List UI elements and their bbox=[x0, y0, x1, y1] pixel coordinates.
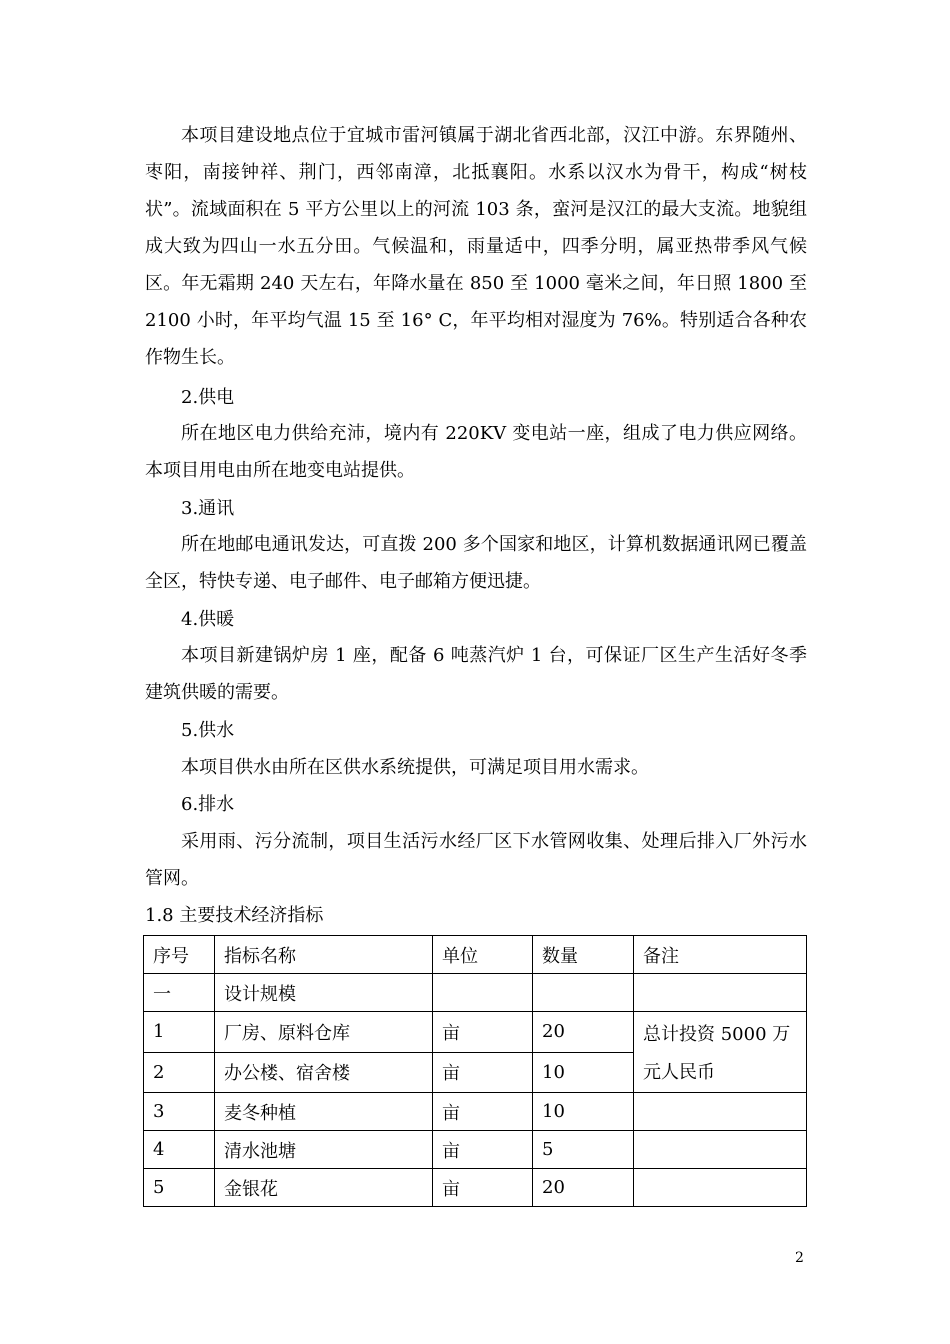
table-cell: 设计规模 bbox=[215, 974, 433, 1012]
table-cell: 清水池塘 bbox=[215, 1131, 433, 1169]
table-cell: 20 bbox=[533, 1169, 634, 1207]
table-cell: 厂房、原料仓库 bbox=[215, 1012, 433, 1053]
table-cell: 亩 bbox=[433, 1169, 533, 1207]
indicators-table bbox=[143, 935, 807, 1207]
table-cell: 5 bbox=[144, 1169, 215, 1207]
header-cell: 序号 bbox=[144, 936, 215, 974]
telecom-paragraph: 所在地邮电通讯发达，可直拨 200 多个国家和地区，计算机数据通讯网已覆盖全区，特快专递、电子邮件、电子邮箱方便迅捷。 bbox=[145, 534, 807, 592]
table-cell: 2 bbox=[144, 1052, 215, 1093]
table-cell: 5 bbox=[533, 1131, 634, 1169]
table-row bbox=[144, 1093, 807, 1131]
power-heading: 2.供电 bbox=[181, 387, 235, 408]
header-cell: 备注 bbox=[634, 936, 807, 974]
table-cell: 一 bbox=[144, 974, 215, 1012]
drain-paragraph: 采用雨、污分流制，项目生活污水经厂区下水管网收集、处理后排入厂外污水管网。 bbox=[145, 831, 807, 889]
header-cell: 数量 bbox=[533, 936, 634, 974]
heating-paragraph: 本项目新建锅炉房 1 座，配备 6 吨蒸汽炉 1 台，可保证厂区生产生活好冬季建筑供暖的需要。 bbox=[145, 645, 807, 703]
table-row bbox=[144, 1012, 807, 1053]
table-row bbox=[144, 1131, 807, 1169]
table-cell bbox=[634, 974, 807, 1012]
table-cell bbox=[634, 1093, 807, 1131]
table-cell: 亩 bbox=[433, 1012, 533, 1053]
table-cell bbox=[533, 974, 634, 1012]
table-cell bbox=[634, 1169, 807, 1207]
table-cell: 金银花 bbox=[215, 1169, 433, 1207]
location-paragraph: 本项目建设地点位于宜城市雷河镇属于湖北省西北部，汉江中游。东界随州、枣阳，南接钟祥、荆门，西邻南漳，北抵襄阳。水系以汉水为骨干，构成“树枝状”。流域面积在 5 平方公里以上的河流 103 条，蛮河是汉江的最大支流。地貌组成大致为四山一水五分田。气候温和，雨量适中，四季分明，属亚热带季风气候区。年无霜期 240 天左右，年降水量在 850 至 1000 毫米之间，年日照 1800 至 2100 小时，年平均气温 15 至 16° C，年平均相对湿度为 76%。特别适合各种农作物生长。 bbox=[145, 125, 807, 368]
table-cell: 亩 bbox=[433, 1093, 533, 1131]
section-title: 1.8 主要技术经济指标 bbox=[145, 905, 324, 926]
table-row bbox=[144, 974, 807, 1012]
table-cell bbox=[433, 974, 533, 1012]
table-cell: 麦冬种植 bbox=[215, 1093, 433, 1131]
table-cell: 亩 bbox=[433, 1131, 533, 1169]
water-heading: 5.供水 bbox=[181, 720, 235, 741]
telecom-heading: 3.通讯 bbox=[181, 498, 235, 519]
heating-heading: 4.供暖 bbox=[181, 609, 235, 630]
table-row bbox=[144, 1169, 807, 1207]
table-cell: 20 bbox=[533, 1012, 634, 1053]
table-cell: 3 bbox=[144, 1093, 215, 1131]
table-cell: 10 bbox=[533, 1052, 634, 1093]
table-cell: 4 bbox=[144, 1131, 215, 1169]
water-paragraph: 本项目供水由所在区供水系统提供，可满足项目用水需求。 bbox=[181, 757, 649, 778]
drain-heading: 6.排水 bbox=[181, 794, 235, 815]
header-cell: 单位 bbox=[433, 936, 533, 974]
power-paragraph: 所在地区电力供给充沛，境内有 220KV 变电站一座，组成了电力供应网络。本项目用电由所在地变电站提供。 bbox=[145, 423, 807, 481]
table-header-row bbox=[144, 936, 807, 974]
table-cell: 10 bbox=[533, 1093, 634, 1131]
table-cell: 1 bbox=[144, 1012, 215, 1053]
table-cell bbox=[634, 1131, 807, 1169]
table-cell: 办公楼、宿舍楼 bbox=[215, 1052, 433, 1093]
header-cell: 指标名称 bbox=[215, 936, 433, 974]
investment-note-cell: 总计投资 5000 万元人民币 bbox=[634, 1012, 807, 1093]
table-cell: 亩 bbox=[433, 1052, 533, 1093]
page-number: 2 bbox=[795, 1250, 804, 1266]
